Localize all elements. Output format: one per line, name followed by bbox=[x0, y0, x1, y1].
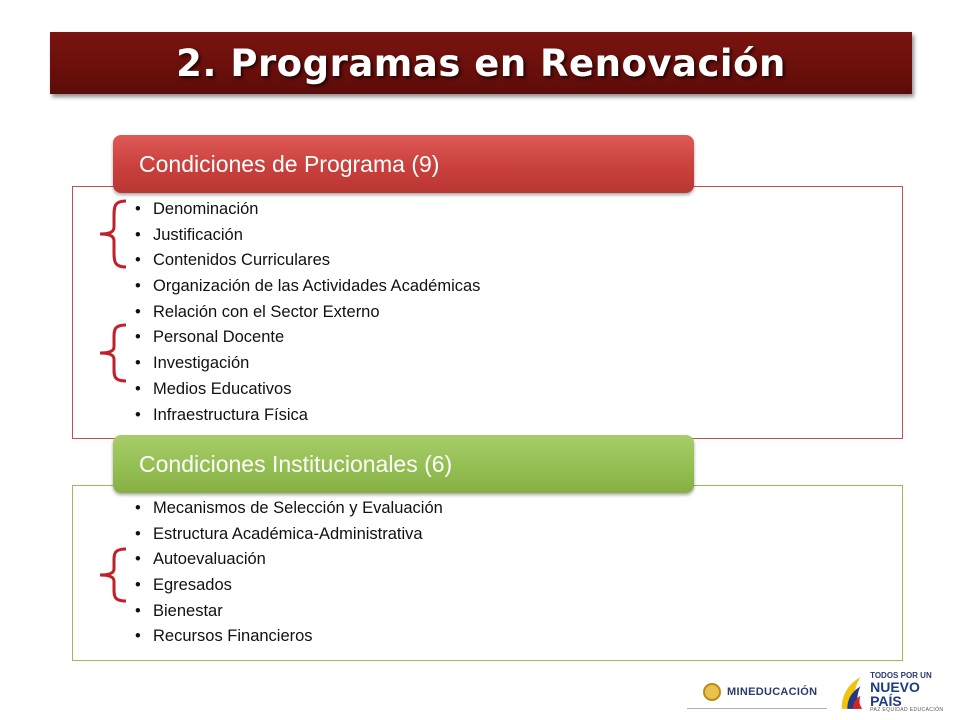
colombia-bird-icon bbox=[838, 670, 866, 714]
mineducacion-logo bbox=[687, 676, 827, 709]
list-item: • Contenidos Curriculares bbox=[135, 248, 480, 274]
list-item: • Infraestructura Física bbox=[135, 403, 480, 429]
nuevo-pais-line1: TODOS POR UN bbox=[870, 670, 932, 680]
list-item: • Personal Docente bbox=[135, 325, 480, 351]
mineducacion-logo-text: MINEDUCACIÓN bbox=[727, 686, 818, 698]
program-conditions-list bbox=[135, 197, 480, 428]
program-conditions-header bbox=[113, 135, 694, 193]
list-item: • Relación con el Sector Externo bbox=[135, 300, 480, 326]
brace-icon bbox=[96, 547, 128, 603]
page-title: 2. Programas en Renovación bbox=[176, 41, 786, 85]
nuevo-pais-line2: NUEVO PAÍS bbox=[870, 678, 920, 709]
institutional-conditions-header bbox=[113, 435, 694, 493]
institutional-conditions-title: Condiciones Institucionales (6) bbox=[139, 450, 453, 477]
list-item: • Egresados bbox=[135, 573, 443, 599]
institutional-conditions-list bbox=[135, 496, 443, 650]
list-item: • Mecanismos de Selección y Evaluación bbox=[135, 496, 443, 522]
brace-icon bbox=[96, 199, 128, 269]
list-item: • Estructura Académica-Administrativa bbox=[135, 522, 443, 548]
list-item: • Bienestar bbox=[135, 599, 443, 625]
coat-of-arms-icon bbox=[703, 683, 721, 701]
nuevo-pais-logo bbox=[838, 668, 950, 716]
list-item: • Autoevaluación bbox=[135, 547, 443, 573]
nuevo-pais-line3: PAZ EQUIDAD EDUCACIÓN bbox=[870, 706, 944, 713]
list-item: • Medios Educativos bbox=[135, 377, 480, 403]
list-item: • Organización de las Actividades Académicas bbox=[135, 274, 480, 300]
brace-icon bbox=[96, 323, 128, 383]
list-item: • Justificación bbox=[135, 223, 480, 249]
list-item: • Recursos Financieros bbox=[135, 624, 443, 650]
program-conditions-title: Condiciones de Programa (9) bbox=[139, 150, 440, 177]
list-item: • Denominación bbox=[135, 197, 480, 223]
title-banner bbox=[50, 32, 912, 94]
list-item: • Investigación bbox=[135, 351, 480, 377]
